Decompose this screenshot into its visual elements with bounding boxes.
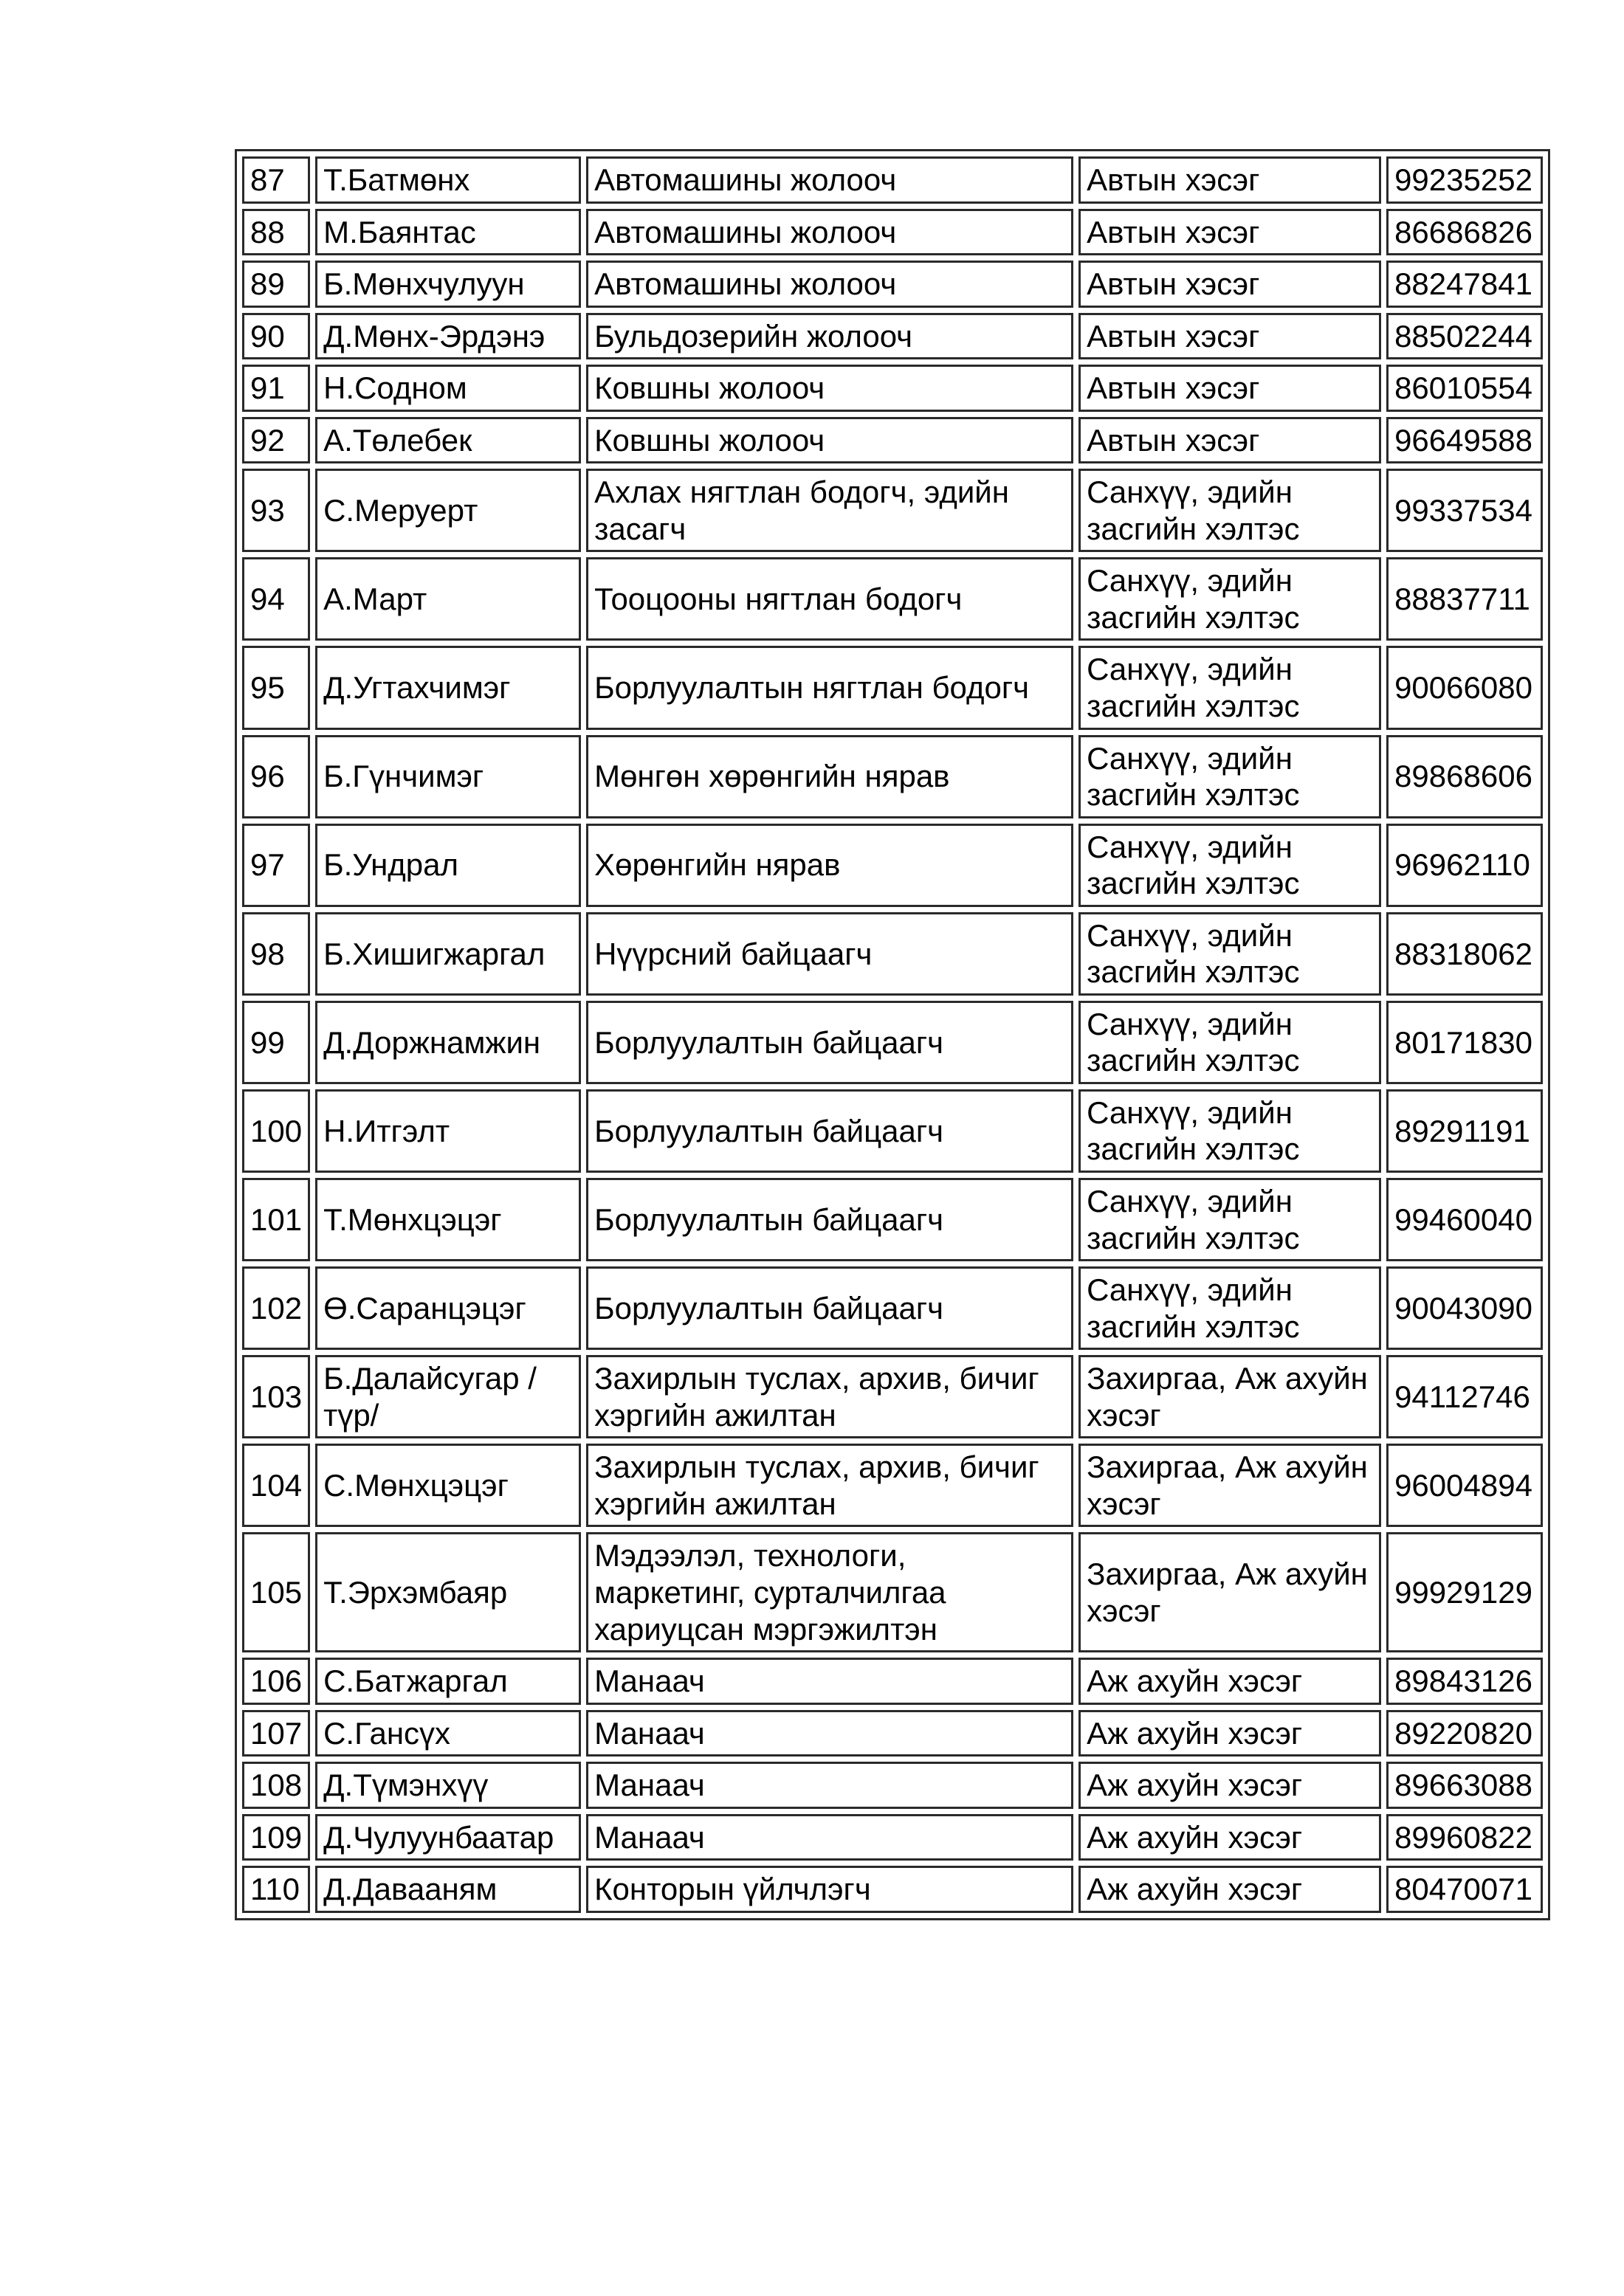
cell-name: С.Меруерт [315,469,581,552]
cell-department: Аж ахуйн хэсэг [1078,1762,1381,1809]
cell-phone: 80470071 [1386,1866,1543,1913]
table-row [242,912,1543,996]
table-row [242,209,1543,256]
cell-no: 103 [242,1355,310,1438]
cell-name: Д.Доржнамжин [315,1001,581,1084]
cell-no: 94 [242,557,310,641]
cell-name: Т.Мөнхцэцэг [315,1178,581,1261]
cell-name: Д.Түмэнхүү [315,1762,581,1809]
cell-no: 106 [242,1658,310,1705]
cell-name: Т.Батмөнх [315,156,581,204]
cell-department: Санхүү, эдийн засгийн хэлтэс [1078,557,1381,641]
cell-phone: 88318062 [1386,912,1543,996]
table-row [242,1658,1543,1705]
cell-name: Б.Гүнчимэг [315,735,581,818]
table-row [242,1762,1543,1809]
cell-phone: 99235252 [1386,156,1543,204]
cell-no: 96 [242,735,310,818]
cell-department: Аж ахуйн хэсэг [1078,1814,1381,1861]
cell-phone: 89220820 [1386,1710,1543,1757]
cell-name: Б.Далайсугар /түр/ [315,1355,581,1438]
table-row [242,313,1543,360]
staff-table [235,149,1550,1920]
cell-phone: 88837711 [1386,557,1543,641]
cell-phone: 99337534 [1386,469,1543,552]
cell-department: Автын хэсэг [1078,156,1381,204]
cell-position: Манаач [586,1710,1073,1757]
table-row [242,1178,1543,1261]
cell-position: Борлуулалтын нягтлан бодогч [586,646,1073,729]
cell-phone: 88247841 [1386,261,1543,308]
cell-position: Тооцооны нягтлан бодогч [586,557,1073,641]
cell-no: 89 [242,261,310,308]
cell-name: А.Март [315,557,581,641]
cell-phone: 99460040 [1386,1178,1543,1261]
cell-department: Санхүү, эдийн засгийн хэлтэс [1078,1178,1381,1261]
table-row [242,1444,1543,1527]
cell-phone: 89291191 [1386,1089,1543,1173]
cell-position: Автомашины жолооч [586,261,1073,308]
cell-phone: 89868606 [1386,735,1543,818]
cell-name: С.Мөнхцэцэг [315,1444,581,1527]
cell-position: Ковшны жолооч [586,417,1073,464]
cell-phone: 88502244 [1386,313,1543,360]
table-row [242,646,1543,729]
cell-phone: 96649588 [1386,417,1543,464]
cell-name: Н.Итгэлт [315,1089,581,1173]
cell-no: 101 [242,1178,310,1261]
cell-position: Бульдозерийн жолооч [586,313,1073,360]
table-row [242,1266,1543,1350]
cell-name: С.Гансүх [315,1710,581,1757]
cell-no: 99 [242,1001,310,1084]
cell-position: Борлуулалтын байцаагч [586,1266,1073,1350]
cell-department: Санхүү, эдийн засгийн хэлтэс [1078,912,1381,996]
cell-department: Санхүү, эдийн засгийн хэлтэс [1078,735,1381,818]
cell-position: Борлуулалтын байцаагч [586,1089,1073,1173]
cell-phone: 96004894 [1386,1444,1543,1527]
cell-name: Б.Мөнхчулуун [315,261,581,308]
cell-department: Автын хэсэг [1078,313,1381,360]
cell-phone: 94112746 [1386,1355,1543,1438]
cell-position: Манаач [586,1814,1073,1861]
cell-name: Ө.Саранцэцэг [315,1266,581,1350]
cell-department: Захиргаа, Аж ахуйн хэсэг [1078,1355,1381,1438]
cell-name: Т.Эрхэмбаяр [315,1532,581,1652]
staff-table-body [242,156,1543,1913]
table-row [242,469,1543,552]
table-row [242,735,1543,818]
cell-position: Автомашины жолооч [586,156,1073,204]
cell-no: 90 [242,313,310,360]
cell-department: Санхүү, эдийн засгийн хэлтэс [1078,1089,1381,1173]
cell-name: Б.Хишигжаргал [315,912,581,996]
cell-name: М.Баянтас [315,209,581,256]
cell-position: Конторын үйлчлэгч [586,1866,1073,1913]
cell-no: 109 [242,1814,310,1861]
cell-name: А.Төлебек [315,417,581,464]
cell-no: 107 [242,1710,310,1757]
cell-position: Хөрөнгийн нярав [586,824,1073,907]
cell-phone: 80171830 [1386,1001,1543,1084]
cell-department: Санхүү, эдийн засгийн хэлтэс [1078,469,1381,552]
cell-phone: 89843126 [1386,1658,1543,1705]
table-row [242,1710,1543,1757]
cell-position: Нүүрсний байцаагч [586,912,1073,996]
cell-department: Автын хэсэг [1078,365,1381,412]
cell-phone: 86686826 [1386,209,1543,256]
table-row [242,1866,1543,1913]
table-row [242,1814,1543,1861]
cell-no: 105 [242,1532,310,1652]
cell-no: 100 [242,1089,310,1173]
cell-no: 110 [242,1866,310,1913]
cell-position: Автомашины жолооч [586,209,1073,256]
cell-no: 92 [242,417,310,464]
cell-phone: 96962110 [1386,824,1543,907]
cell-name: Б.Ундрал [315,824,581,907]
cell-phone: 89960822 [1386,1814,1543,1861]
cell-position: Ахлах нягтлан бодогч, эдийн засагч [586,469,1073,552]
cell-department: Автын хэсэг [1078,261,1381,308]
cell-position: Манаач [586,1658,1073,1705]
cell-name: С.Батжаргал [315,1658,581,1705]
cell-no: 104 [242,1444,310,1527]
cell-department: Санхүү, эдийн засгийн хэлтэс [1078,1001,1381,1084]
staff-table-container [235,149,1550,1920]
cell-department: Санхүү, эдийн засгийн хэлтэс [1078,1266,1381,1350]
cell-department: Аж ахуйн хэсэг [1078,1658,1381,1705]
cell-position: Ковшны жолооч [586,365,1073,412]
cell-position: Борлуулалтын байцаагч [586,1001,1073,1084]
cell-phone: 89663088 [1386,1762,1543,1809]
cell-department: Аж ахуйн хэсэг [1078,1710,1381,1757]
cell-name: Д.Угтахчимэг [315,646,581,729]
cell-no: 97 [242,824,310,907]
table-row [242,261,1543,308]
cell-no: 93 [242,469,310,552]
cell-phone: 90043090 [1386,1266,1543,1350]
cell-department: Автын хэсэг [1078,417,1381,464]
table-row [242,824,1543,907]
cell-position: Манаач [586,1762,1073,1809]
cell-position: Мэдээлэл, технологи, маркетинг, сурталчилгаа хариуцсан мэргэжилтэн [586,1532,1073,1652]
cell-position: Захирлын туслах, архив, бичиг хэргийн ажилтан [586,1355,1073,1438]
cell-no: 108 [242,1762,310,1809]
cell-no: 88 [242,209,310,256]
table-row [242,1001,1543,1084]
cell-phone: 99929129 [1386,1532,1543,1652]
table-row [242,156,1543,204]
cell-name: Д.Давааням [315,1866,581,1913]
cell-department: Санхүү, эдийн засгийн хэлтэс [1078,824,1381,907]
cell-no: 98 [242,912,310,996]
cell-name: Д.Чулуунбаатар [315,1814,581,1861]
table-row [242,557,1543,641]
cell-no: 95 [242,646,310,729]
cell-no: 87 [242,156,310,204]
table-row [242,1355,1543,1438]
table-row [242,1532,1543,1652]
cell-no: 102 [242,1266,310,1350]
cell-department: Автын хэсэг [1078,209,1381,256]
cell-department: Захиргаа, Аж ахуйн хэсэг [1078,1444,1381,1527]
table-row [242,417,1543,464]
cell-department: Санхүү, эдийн засгийн хэлтэс [1078,646,1381,729]
cell-position: Борлуулалтын байцаагч [586,1178,1073,1261]
cell-name: Д.Мөнх-Эрдэнэ [315,313,581,360]
cell-phone: 90066080 [1386,646,1543,729]
table-row [242,1089,1543,1173]
cell-position: Мөнгөн хөрөнгийн нярав [586,735,1073,818]
cell-name: Н.Содном [315,365,581,412]
cell-phone: 86010554 [1386,365,1543,412]
cell-no: 91 [242,365,310,412]
cell-department: Аж ахуйн хэсэг [1078,1866,1381,1913]
cell-department: Захиргаа, Аж ахуйн хэсэг [1078,1532,1381,1652]
table-row [242,365,1543,412]
cell-position: Захирлын туслах, архив, бичиг хэргийн ажилтан [586,1444,1073,1527]
